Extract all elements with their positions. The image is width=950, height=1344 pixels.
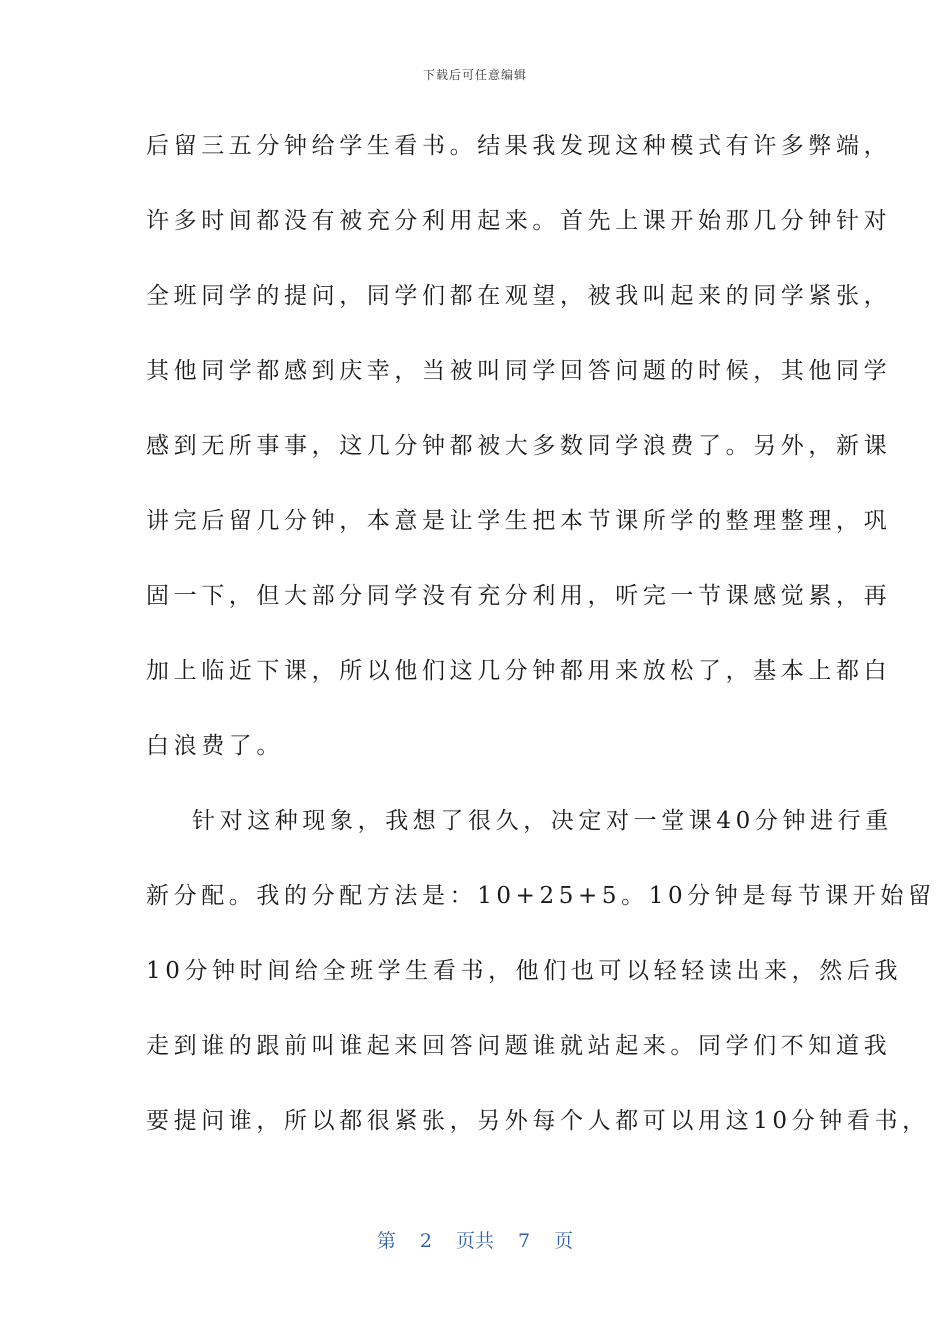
text-line: 其他同学都感到庆幸，当被叫同学回答问题的时候，其他同学 [146, 358, 892, 384]
paragraph-start-line: 针对这种现象，我想了很久，决定对一堂课40分钟进行重 [192, 808, 893, 834]
text-line: 固一下，但大部分同学没有充分利用，听完一节课感觉累，再 [146, 583, 892, 609]
text-line: 白浪费了。 [146, 733, 284, 759]
page-label-prefix: 第 [376, 1230, 396, 1252]
text-line: 加上临近下课，所以他们这几分钟都用来放松了，基本上都白 [146, 658, 892, 684]
text-line: 讲完后留几分钟，本意是让学生把本节课所学的整理整理，巩 [146, 508, 892, 534]
text-line: 10分钟时间给全班学生看书，他们也可以轻轻读出来，然后我 [146, 958, 903, 984]
page-label-mid: 页共 [455, 1230, 494, 1252]
text-line: 要提问谁，所以都很紧张，另外每个人都可以用这10分钟看书， [146, 1108, 930, 1134]
current-page-number: 2 [419, 1230, 432, 1252]
text-line: 许多时间都没有被充分利用起来。首先上课开始那几分钟针对 [146, 208, 892, 234]
text-line: 新分配。我的分配方法是：10+25+5。10分钟是每节课开始留 [146, 883, 936, 909]
page-label-suffix: 页 [554, 1230, 574, 1252]
text-line: 感到无所事事，这几分钟都被大多数同学浪费了。另外，新课 [146, 433, 892, 459]
text-line: 全班同学的提问，同学们都在观望，被我叫起来的同学紧张， [146, 283, 892, 309]
text-line: 走到谁的跟前叫谁起来回答问题谁就站起来。同学们不知道我 [146, 1033, 892, 1059]
page-header-note: 下载后可任意编辑 [422, 68, 527, 82]
page-number-footer [0, 1226, 950, 1253]
document-body [146, 128, 936, 1178]
text-line: 后留三五分钟给学生看书。结果我发现这种模式有许多弊端， [146, 133, 892, 159]
total-pages-number: 7 [518, 1230, 531, 1252]
